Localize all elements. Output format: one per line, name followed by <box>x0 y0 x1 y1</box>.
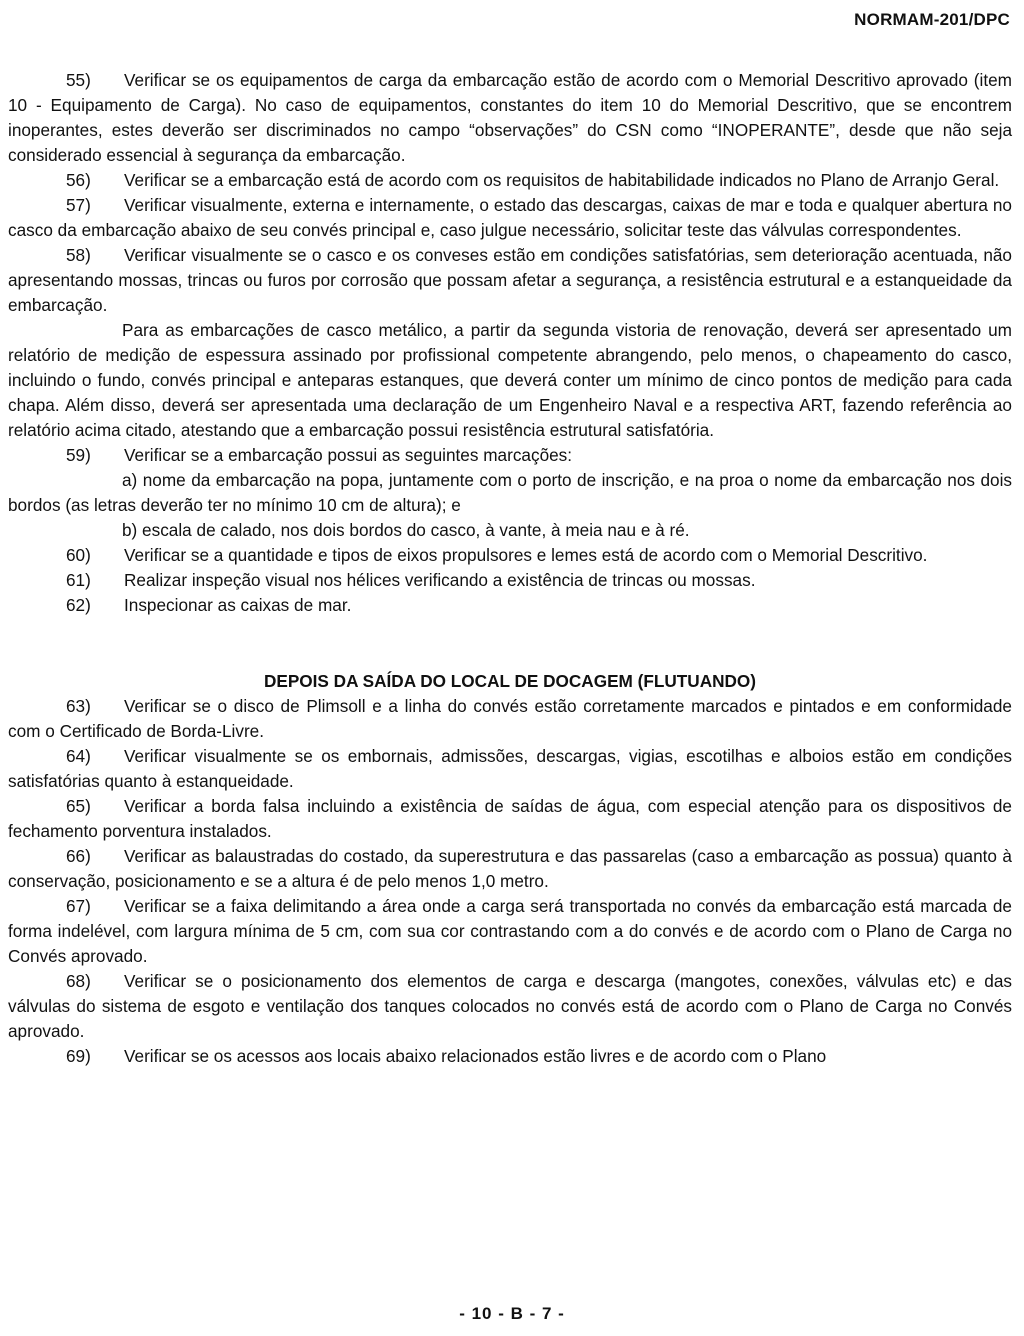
item-number: 62) <box>66 595 91 615</box>
item-text: Verificar se o posicionamento dos elementos de carga e descarga (mangotes, conexões, válvulas etc) e das válvulas do sistema de esgoto e ventilação dos tanques colocados no convés está de acordo com o Plano de Carga no Convés aprovado. <box>8 971 1012 1041</box>
item-text: Verificar visualmente, externa e internamente, o estado das descargas, caixas de mar e toda e qualquer abertura no casco da embarcação abaixo de seu convés principal e, caso julgue necessário, solicitar teste das válvulas correspondentes. <box>8 195 1012 240</box>
item-text: Realizar inspeção visual nos hélices verificando a existência de trincas ou mossas. <box>124 570 756 590</box>
item-59 <box>8 443 1012 468</box>
item-number: 60) <box>66 545 91 565</box>
document-code-header: NORMAM-201/DPC <box>854 10 1010 29</box>
item-58 <box>8 243 1012 318</box>
item-59-a: a) nome da embarcação na popa, juntamente com o porto de inscrição, e na proa o nome da embarcação nos dois bordos (as letras deverão ter no mínimo 10 cm de altura); e <box>8 470 1012 515</box>
item-63 <box>8 694 1012 744</box>
item-number: 65) <box>66 796 91 816</box>
page-number: - 10 - B - 7 - <box>459 1304 565 1323</box>
item-59-b: b) escala de calado, nos dois bordos do casco, à vante, à meia nau e à ré. <box>122 520 690 540</box>
item-62 <box>8 593 1012 618</box>
item-number: 63) <box>66 696 91 716</box>
item-68 <box>8 969 1012 1044</box>
item-65 <box>8 794 1012 844</box>
item-text: Inspecionar as caixas de mar. <box>124 595 352 615</box>
item-number: 68) <box>66 971 91 991</box>
item-55 <box>8 68 1012 168</box>
section-heading: DEPOIS DA SAÍDA DO LOCAL DE DOCAGEM (FLUTUANDO) <box>263 671 757 691</box>
item-text: Verificar se a quantidade e tipos de eixos propulsores e lemes está de acordo com o Memorial Descritivo. <box>124 545 928 565</box>
item-text: Verificar a borda falsa incluindo a existência de saídas de água, com especial atenção para os dispositivos de fechamento porventura instalados. <box>8 796 1012 841</box>
item-number: 64) <box>66 746 91 766</box>
item-text: Verificar se a embarcação possui as seguintes marcações: <box>124 445 573 465</box>
item-text: Verificar visualmente se o casco e os conveses estão em condições satisfatórias, sem deterioração acentuada, não apresentando mossas, trincas ou furos por corrosão que possam afetar a segurança, a resistência estrutural e a estanqueidade da embarcação. <box>8 245 1012 315</box>
item-number: 67) <box>66 896 91 916</box>
item-text: Verificar se o disco de Plimsoll e a linha do convés estão corretamente marcados e pintados e em conformidade com o Certificado de Borda-Livre. <box>8 696 1012 741</box>
item-69 <box>8 1044 1012 1069</box>
item-67 <box>8 894 1012 969</box>
item-number: 58) <box>66 245 91 265</box>
item-text: Verificar visualmente se os embornais, admissões, descargas, vigias, escotilhas e alboios estão em condições satisfatórias quanto à estanqueidade. <box>8 746 1012 791</box>
item-60 <box>8 543 1012 568</box>
item-58-paragraph: Para as embarcações de casco metálico, a partir da segunda vistoria de renovação, deverá ser apresentado um relatório de medição de espessura assinado por profissional competente abrangendo, pelo menos, o chapeamento do casco, incluindo o fundo, convés principal e anteparas estanques, que deverá conter um mínimo de cinco pontos de medição para cada chapa. Além disso, deverá ser apresentada uma declaração de um Engenheiro Naval e a respectiva ART, fazendo referência ao relatório acima citado, atestando que a embarcação possui resistência estrutural satisfatória. <box>8 320 1012 440</box>
item-56 <box>8 168 1012 193</box>
item-number: 56) <box>66 170 91 190</box>
item-64 <box>8 744 1012 794</box>
item-66 <box>8 844 1012 894</box>
item-number: 57) <box>66 195 91 215</box>
item-number: 59) <box>66 445 91 465</box>
item-number: 66) <box>66 846 91 866</box>
item-text: Verificar as balaustradas do costado, da superestrutura e das passarelas (caso a embarcação as possua) quanto à conservação, posicionamento e se a altura é de pelo menos 1,0 metro. <box>8 846 1012 891</box>
item-number: 55) <box>66 70 91 90</box>
item-number: 69) <box>66 1046 91 1066</box>
item-text: Verificar se os acessos aos locais abaixo relacionados estão livres e de acordo com o Plano <box>124 1046 827 1066</box>
item-text: Verificar se os equipamentos de carga da embarcação estão de acordo com o Memorial Descritivo aprovado (item 10 - Equipamento de Carga). No caso de equipamentos, constantes do item 10 do Memorial Descritivo, que se encontrem inoperantes, estes deverão ser discriminados no campo “observações” do CSN como “INOPERANTE”, desde que não seja considerado essencial à segurança da embarcação. <box>8 70 1012 165</box>
item-text: Verificar se a embarcação está de acordo com os requisitos de habitabilidade indicados no Plano de Arranjo Geral. <box>124 170 1000 190</box>
item-57 <box>8 193 1012 243</box>
item-61 <box>8 568 1012 593</box>
item-text: Verificar se a faixa delimitando a área onde a carga será transportada no convés da embarcação está marcada de forma indelével, com largura mínima de 5 cm, com sua cor contrastando com a do convés e de acordo com o Plano de Carga no Convés aprovado. <box>8 896 1012 966</box>
document-body <box>8 68 1012 1069</box>
item-number: 61) <box>66 570 91 590</box>
